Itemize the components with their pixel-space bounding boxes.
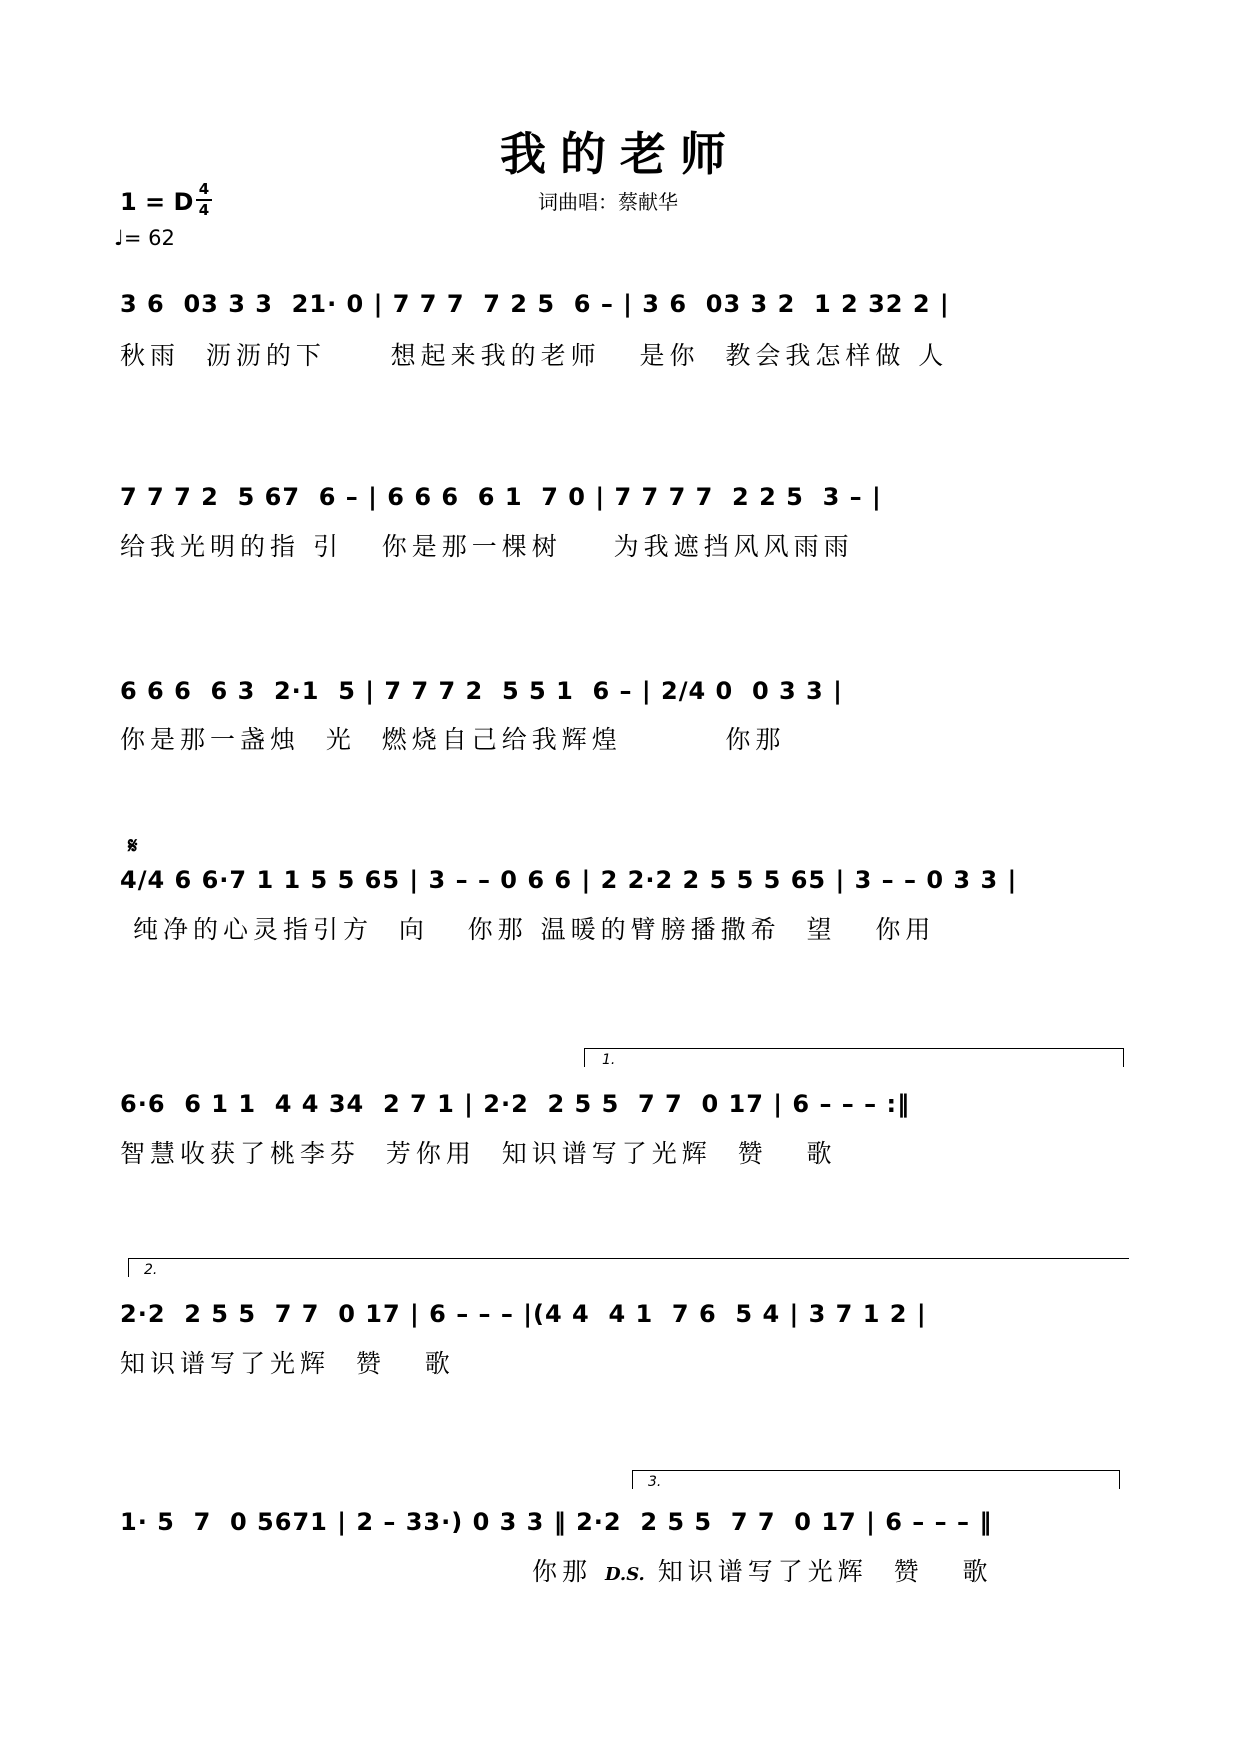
lyrics-row-5: 智慧收获了桃李芬 芳你用 知识谱写了光辉 赞 歌 (120, 1139, 837, 1168)
lyrics-main: 知识谱写了光辉 赞 歌 (657, 1557, 993, 1586)
notation-row-1: 3 6 03 3 3 21· 0 | 7 7 7 7 2 5 6 – | 3 6 03 3 2 1 2 32 2 | (120, 290, 950, 318)
ending-bracket-1 (584, 1048, 1124, 1067)
song-title: 我的老师 (500, 127, 740, 181)
ending-label-2: 2. (144, 1262, 158, 1278)
time-signature (196, 182, 212, 218)
lyrics-row-6: 知识谱写了光辉 赞 歌 (120, 1349, 455, 1378)
ds-mark: D.S. (604, 1564, 645, 1585)
ending-bracket-2 (128, 1258, 1129, 1277)
tempo-mark: ♩= 62 (114, 226, 175, 250)
ending-bracket-3 (632, 1470, 1120, 1489)
notation-row-7: 1· 5 7 0 5671 | 2 – 33·) 0 3 3 ‖ 2·2 2 5 5 7 7 0 17 | 6 – – – ‖ (120, 1508, 993, 1536)
lyrics-row-2: 给我光明的指 引 你是那一棵树 为我遮挡风风雨雨 (120, 532, 854, 561)
time-bottom: 4 (198, 201, 210, 219)
notation-row-6: 2·2 2 5 5 7 7 0 17 | 6 – – – |(4 4 4 1 7 6 5 4 | 3 7 1 2 | (120, 1300, 927, 1328)
key-signature: 1 = D (120, 188, 194, 216)
segno-sign: 𝄋 (128, 834, 138, 859)
notation-row-5: 6·6 6 1 1 4 4 34 2 7 1 | 2·2 2 5 5 7 7 0 17 | 6 – – – :‖ (120, 1090, 911, 1118)
time-top: 4 (198, 180, 210, 198)
lyrics-row-7 (532, 1552, 1240, 1588)
notation-row-2: 7 7 7 2 5 67 6 – | 6 6 6 6 1 7 0 | 7 7 7 7 2 2 5 3 – | (120, 483, 882, 511)
credit-line: 词曲唱：蔡献华 (538, 190, 678, 214)
lyrics-row-1: 秋雨 沥沥的下 想起来我的老师 是你 教会我怎样做 人 (120, 341, 949, 370)
ending-label-1: 1. (602, 1052, 616, 1068)
lyrics-row-4: 纯净的心灵指引方 向 你那 温暖的臂膀播撒希 望 你用 (120, 915, 936, 944)
notation-row-3: 6 6 6 6 3 2·1 5 | 7 7 7 2 5 5 1 6 – | 2/4 0 0 3 3 | (120, 677, 843, 705)
notation-row-4: 4/4 6 6·7 1 1 5 5 65 | 3 – – 0 6 6 | 2 2·2 2 5 5 5 65 | 3 – – 0 3 3 | (120, 866, 1018, 894)
lyrics-prefix: 你那 (532, 1557, 593, 1586)
lyrics-row-3: 你是那一盏烛 光 燃烧自己给我辉煌 你那 (120, 725, 786, 754)
ending-label-3: 3. (648, 1474, 662, 1490)
